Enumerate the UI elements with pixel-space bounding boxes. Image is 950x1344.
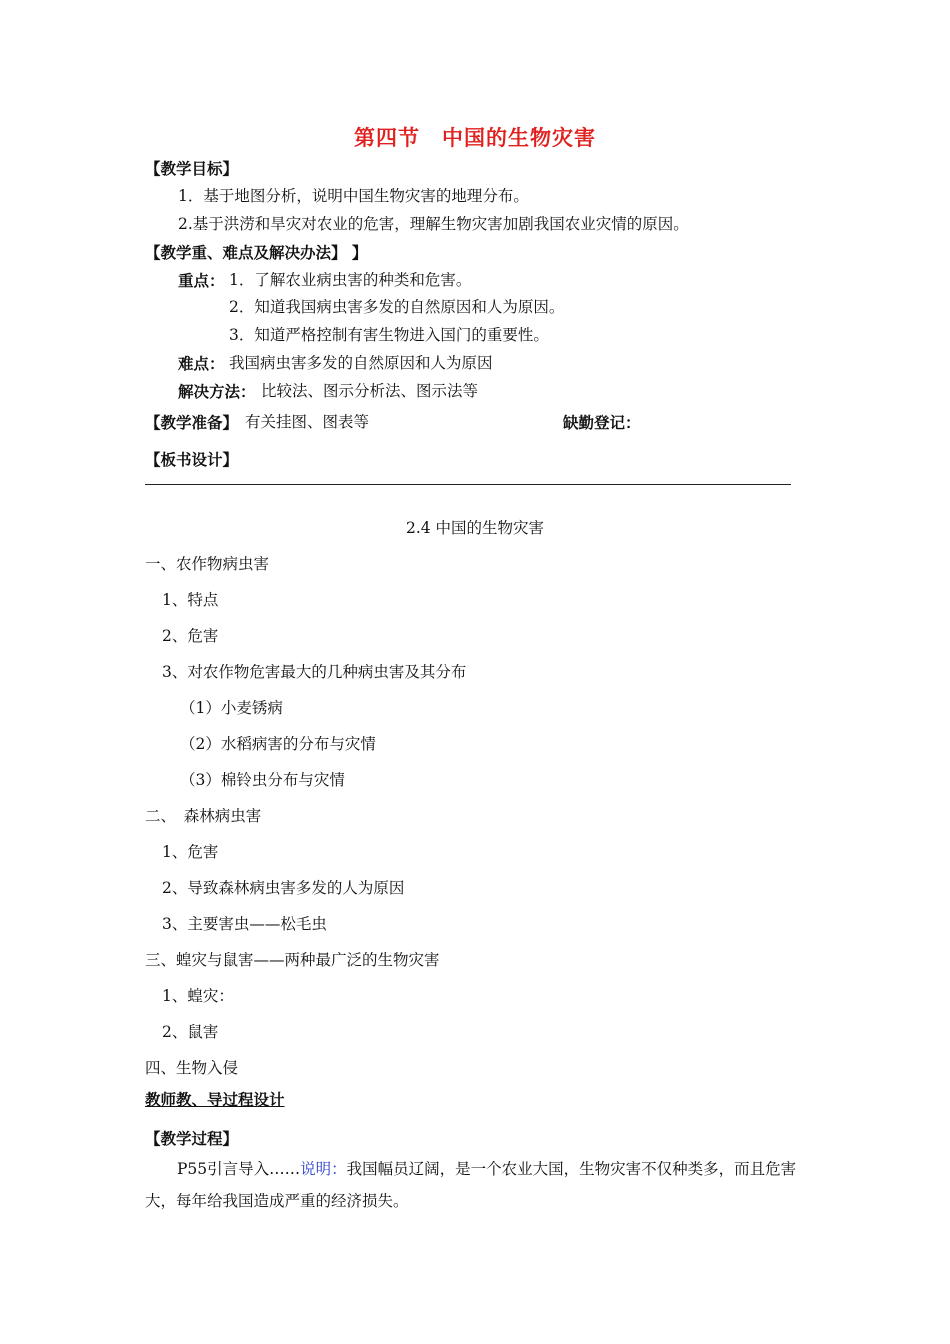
process-paragraph (145, 1153, 810, 1217)
objectives-heading: 【教学目标】 (145, 159, 239, 178)
preparation-text: 有关挂图、图表等 (245, 413, 370, 431)
objective-item: 2.基于洪涝和旱灾对农业的危害，理解生物灾害加剧我国农业灾情的原因。 (178, 215, 689, 233)
board-line: （1）小麦锈病 (180, 699, 283, 717)
objective-item: 1．基于地图分析，说明中国生物灾害的地理分布。 (178, 187, 529, 205)
board-title: 2.4 中国的生物灾害 (405, 519, 545, 537)
board-line: 1、危害 (162, 843, 219, 861)
explain-text: 我国幅员辽阔，是一个农业大国，生物灾害不仅种类多，而且危害大，每年给我国造成严重的经济损失。 (145, 1160, 797, 1210)
absence-label: 缺勤登记： (563, 413, 641, 432)
method-label: 解决方法： (178, 382, 256, 401)
board-line: 二、 森林病虫害 (145, 807, 262, 825)
board-heading: 【板书设计】 (145, 450, 239, 469)
difficulty-text: 我国病虫害多发的自然原因和人为原因 (229, 354, 493, 372)
board-line: 一、农作物病虫害 (145, 555, 270, 573)
board-line: 2、危害 (162, 627, 219, 645)
document-title: 第四节 中国的生物灾害 (354, 125, 596, 150)
process-heading: 【教学过程】 (145, 1129, 239, 1148)
focus-item: 3．知道严格控制有害生物进入国门的重要性。 (229, 326, 549, 344)
board-line: 1、特点 (162, 591, 219, 609)
board-line: 三、蝗灾与鼠害——两种最广泛的生物灾害 (145, 951, 440, 969)
board-line: 2、鼠害 (162, 1023, 219, 1041)
board-line: 3、对农作物危害最大的几种病虫害及其分布 (162, 663, 467, 681)
focus-label: 重点： (178, 271, 225, 290)
focus-item: 1．了解农业病虫害的种类和危害。 (229, 271, 472, 289)
key-points-heading: 【教学重、难点及解决办法】 】 (145, 243, 368, 262)
board-line: 2、导致森林病虫害多发的人为原因 (162, 879, 405, 897)
teacher-design-heading: 教师教、导过程设计 (145, 1090, 285, 1109)
method-text: 比较法、图示分析法、图示法等 (261, 382, 479, 400)
focus-item: 2．知道我国病虫害多发的自然原因和人为原因。 (229, 298, 565, 316)
divider (145, 484, 791, 485)
board-line: 四、生物入侵 (145, 1059, 239, 1077)
intro-text: P55引言导入…… (177, 1160, 301, 1178)
board-line: 3、主要害虫——松毛虫 (162, 915, 327, 933)
board-line: （3）棉铃虫分布与灾情 (180, 771, 345, 789)
preparation-heading: 【教学准备】 (145, 413, 239, 432)
explain-label: 说明： (300, 1160, 347, 1178)
board-line: （2）水稻病害的分布与灾情 (180, 735, 376, 753)
board-line: 1、蝗灾： (162, 987, 234, 1005)
difficulty-label: 难点： (178, 354, 225, 373)
